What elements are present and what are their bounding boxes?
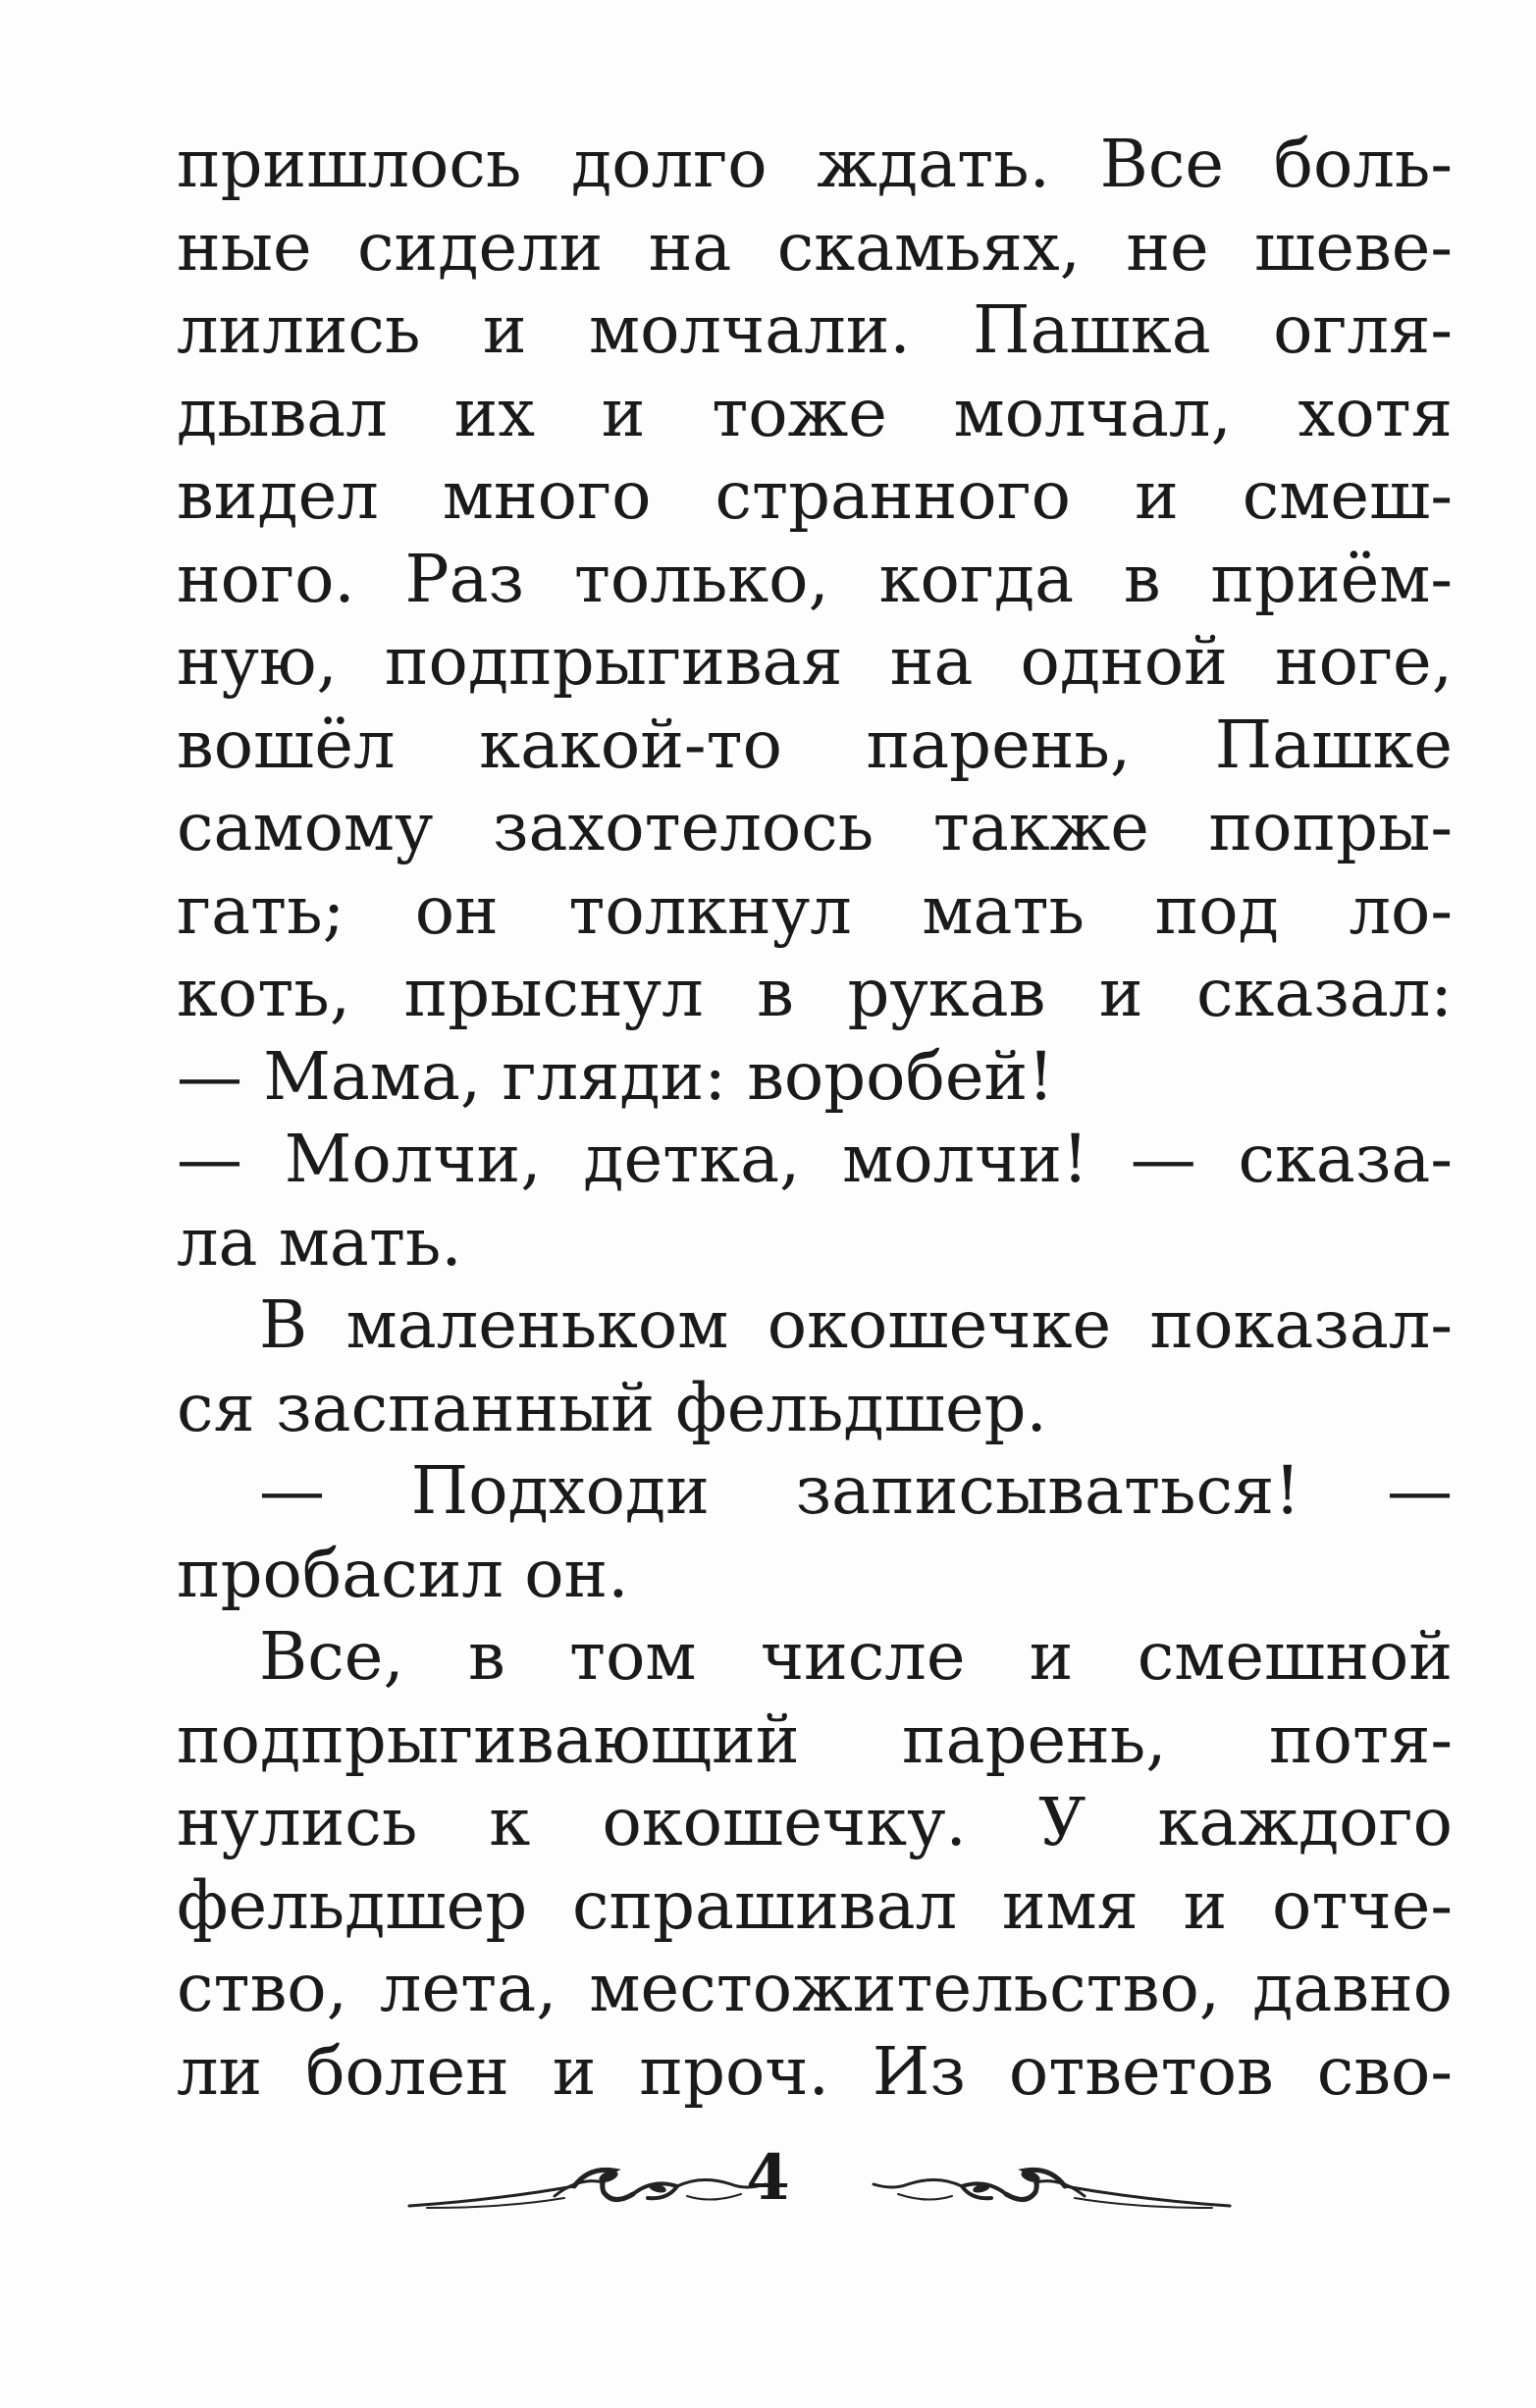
page-footer	[0, 2139, 1536, 2237]
text-line: ные сидели на скамьях, не шеве-	[177, 208, 1453, 286]
text-line: — Молчи, детка, молчи! — сказа-	[177, 1121, 1453, 1197]
text-line: ство, лета, местожительство, давно	[177, 1950, 1453, 2026]
text-line: — Мама, гляди: воробей!	[177, 1037, 1055, 1115]
text-line: вошёл какой-то парень, Пашке	[177, 706, 1453, 783]
text-line: коть, прыснул в рукав и сказал:	[177, 955, 1453, 1031]
text-line: нулись к окошечку. У каждого	[177, 1784, 1453, 1860]
text-line: самому захотелось также попры-	[177, 789, 1453, 865]
flourish-right-icon	[869, 2157, 1232, 2225]
text-line: В маленьком окошечке показал-	[259, 1286, 1453, 1363]
text-line: ного. Раз только, когда в приём-	[177, 540, 1453, 617]
text-line: ли болен и проч. Из ответов сво-	[177, 2032, 1453, 2110]
text-line: лились и молчали. Пашка огля-	[177, 291, 1453, 368]
text-line: гать; он толкнул мать под ло-	[177, 871, 1453, 949]
text-line: дывал их и тоже молчал, хотя	[177, 374, 1453, 451]
page-number: 4	[746, 2141, 790, 2215]
text-line: ную, подпрыгивая на одной ноге,	[177, 623, 1453, 700]
text-line: подпрыгивающий парень, потя-	[177, 1701, 1453, 1778]
text-line: Все, в том числе и смешной	[259, 1618, 1453, 1695]
text-line: фельдшер спрашивал имя и отче-	[177, 1866, 1453, 1944]
text-line: ся заспанный фельдшер.	[177, 1369, 1047, 1446]
text-line: пришлось долго ждать. Все боль-	[177, 126, 1453, 202]
text-line: видел много странного и смеш-	[177, 457, 1453, 534]
text-line: — Подходи записываться! —	[259, 1452, 1453, 1529]
body-text	[177, 123, 1453, 2113]
text-line: ла мать.	[177, 1203, 462, 1281]
text-line: пробасил он.	[177, 1535, 629, 1612]
